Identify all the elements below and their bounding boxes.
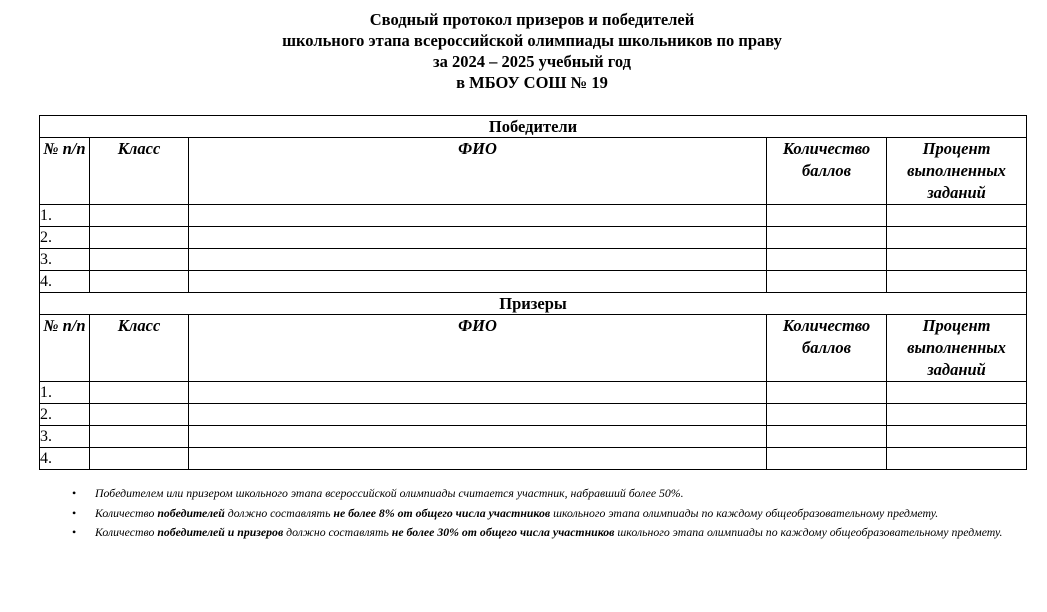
bullet-icon: • — [72, 505, 77, 520]
column-header-percent: Процент выполненных заданий — [887, 315, 1027, 382]
cell-percent — [887, 382, 1027, 404]
row-number: 3. — [40, 249, 90, 271]
cell-score — [767, 227, 887, 249]
table-row — [40, 404, 1027, 426]
row-number: 2. — [40, 404, 90, 426]
note-text-bold: не более 30% от общего числа участников — [391, 525, 615, 539]
cell-class — [90, 448, 189, 470]
row-number: 4. — [40, 448, 90, 470]
note-text: Количество — [95, 505, 158, 520]
note-text: Количество — [95, 525, 158, 539]
winners-section-row — [40, 116, 1027, 138]
row-number: 1. — [40, 382, 90, 404]
column-header-score: Количество баллов — [767, 138, 887, 205]
column-header-fio: ФИО — [189, 138, 767, 205]
column-header-percent: Процент выполненных заданий — [887, 138, 1027, 205]
title-line-4: в МБОУ СОШ № 19 — [456, 73, 608, 92]
column-header-class: Класс — [90, 138, 189, 205]
cell-fio — [189, 271, 767, 293]
table-row — [40, 448, 1027, 470]
winners-section-title: Победители — [40, 116, 1027, 138]
note-text: Победителем или призером школьного этапа всероссийской олимпиады считается участник, набравший более 50%. — [95, 486, 684, 500]
title-line-1: Сводный протокол призеров и победителей — [369, 10, 695, 29]
title-line-2: школьного этапа всероссийской олимпиады школьников по праву — [282, 31, 782, 50]
note-text: школьного этапа олимпиады по каждому общеобразовательному предмету. — [614, 525, 1003, 539]
protocol-table — [39, 115, 1027, 470]
column-header-num: № п/п — [40, 138, 90, 205]
title-line-3: за 2024 – 2025 учебный год — [433, 52, 631, 71]
cell-class — [90, 382, 189, 404]
row-number: 2. — [40, 227, 90, 249]
cell-percent — [887, 271, 1027, 293]
cell-fio — [189, 205, 767, 227]
cell-class — [90, 271, 189, 293]
bullet-icon: • — [72, 525, 77, 539]
cell-fio — [189, 227, 767, 249]
notes-list — [72, 485, 1007, 544]
note-text: должно составлять — [283, 525, 392, 539]
cell-fio — [189, 426, 767, 448]
note-item — [72, 505, 1007, 523]
cell-fio — [189, 249, 767, 271]
column-header-score: Количество баллов — [767, 315, 887, 382]
cell-class — [90, 249, 189, 271]
row-number: 4. — [40, 271, 90, 293]
table-row — [40, 249, 1027, 271]
table-row — [40, 205, 1027, 227]
note-text: школьного этапа олимпиады по каждому общеобразовательному предмету. — [550, 505, 939, 520]
cell-score — [767, 404, 887, 426]
cell-percent — [887, 249, 1027, 271]
note-text-bold: не более 8% от общего числа участников — [333, 505, 551, 520]
column-header-num: № п/п — [40, 315, 90, 382]
row-number: 3. — [40, 426, 90, 448]
cell-fio — [189, 448, 767, 470]
cell-score — [767, 205, 887, 227]
bullet-icon: • — [72, 486, 77, 500]
note-text-bold: победителей — [157, 505, 225, 520]
table-row — [40, 426, 1027, 448]
cell-fio — [189, 404, 767, 426]
cell-score — [767, 426, 887, 448]
cell-percent — [887, 404, 1027, 426]
table-row — [40, 271, 1027, 293]
protocol-table-body — [40, 116, 1027, 470]
document-title — [0, 9, 1047, 93]
row-number: 1. — [40, 205, 90, 227]
cell-class — [90, 205, 189, 227]
column-header-class: Класс — [90, 315, 189, 382]
prizewinners-header-row — [40, 315, 1027, 382]
cell-score — [767, 249, 887, 271]
winners-header-row — [40, 138, 1027, 205]
cell-percent — [887, 227, 1027, 249]
cell-class — [90, 227, 189, 249]
note-item — [72, 485, 1007, 503]
cell-score — [767, 448, 887, 470]
table-row — [40, 227, 1027, 249]
column-header-fio: ФИО — [189, 315, 767, 382]
cell-score — [767, 382, 887, 404]
prizewinners-section-row — [40, 293, 1027, 315]
table-row — [40, 382, 1027, 404]
cell-percent — [887, 205, 1027, 227]
cell-score — [767, 271, 887, 293]
note-text: должно составлять — [224, 505, 334, 520]
note-text-bold: победителей и призеров — [157, 525, 284, 539]
cell-percent — [887, 448, 1027, 470]
note-item — [72, 524, 1007, 542]
cell-fio — [189, 382, 767, 404]
cell-class — [90, 426, 189, 448]
cell-percent — [887, 426, 1027, 448]
cell-class — [90, 404, 189, 426]
prizewinners-section-title: Призеры — [40, 293, 1027, 315]
